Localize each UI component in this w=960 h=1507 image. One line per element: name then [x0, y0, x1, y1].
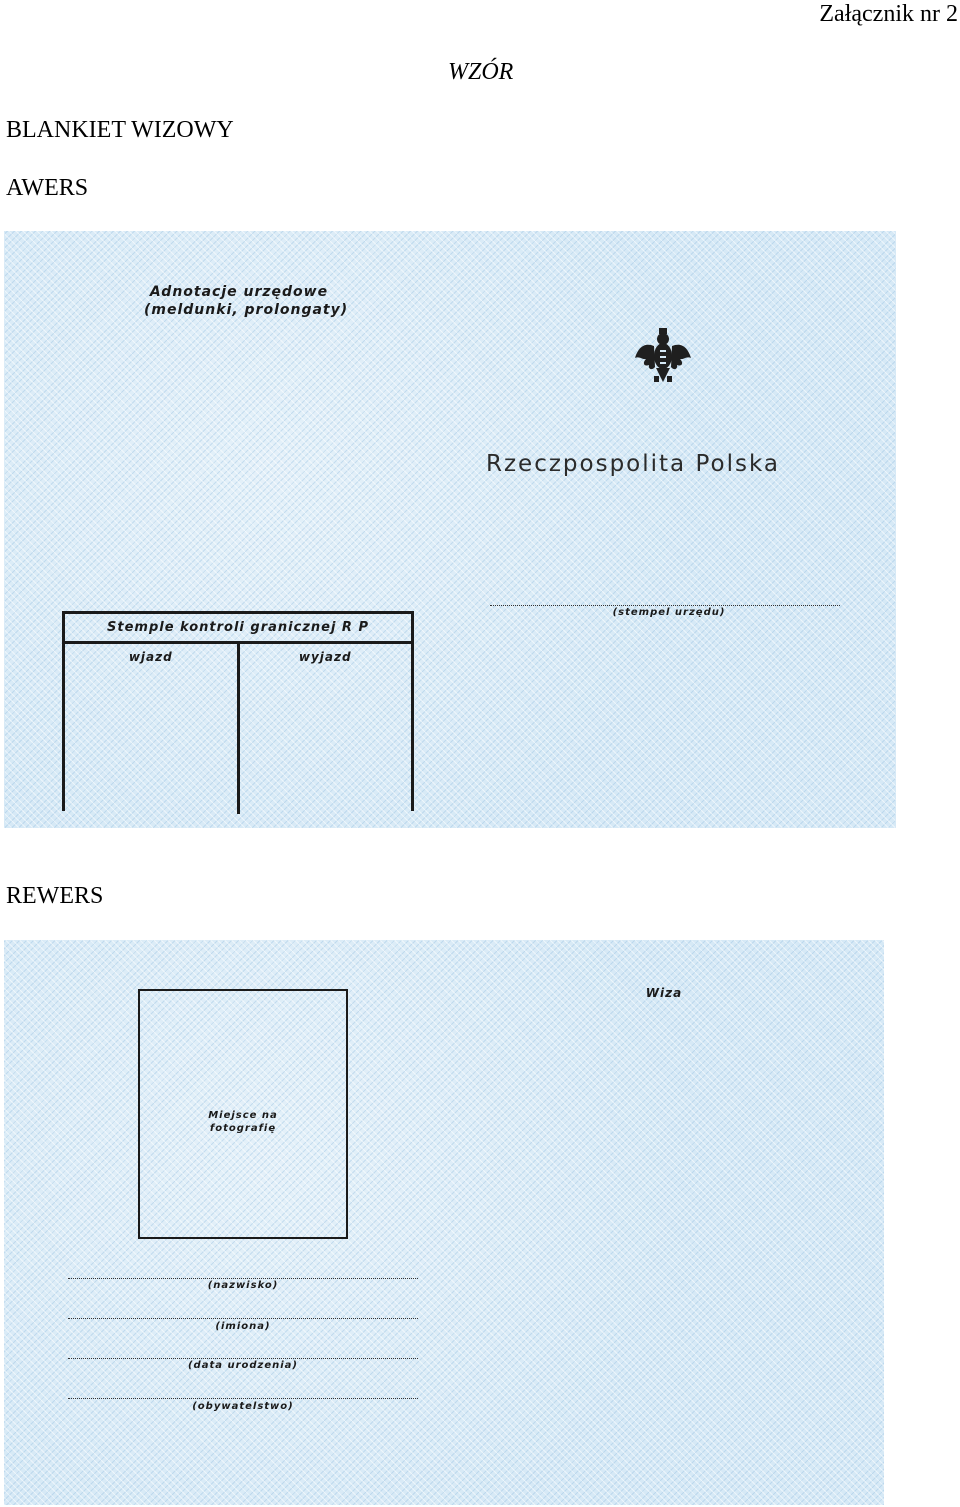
annex-number: Załącznik nr 2 — [819, 1, 958, 27]
visa-back-panel — [4, 940, 884, 1505]
annotations-title-line1: Adnotacje urzędowe — [149, 284, 329, 300]
birth-date-label: (data urodzenia) — [187, 1360, 299, 1371]
country-name: Rzeczpospolita Polska — [486, 451, 780, 477]
entry-column — [65, 644, 237, 814]
visa-label: Wiza — [645, 986, 683, 1000]
surname-line — [68, 1278, 418, 1279]
official-annotations-title — [144, 283, 349, 319]
birth-date-line — [68, 1358, 418, 1359]
polish-eagle-icon — [632, 326, 694, 388]
exit-column — [237, 644, 412, 814]
given-names-line — [68, 1318, 418, 1319]
entry-label: wjazd — [128, 650, 173, 664]
exit-label: wyjazd — [298, 650, 352, 664]
given-names-label: (imiona) — [215, 1321, 271, 1332]
back-side-label: REWERS — [6, 883, 104, 909]
photo-box — [138, 989, 348, 1239]
border-control-title: Stemple kontroli granicznej R P — [65, 614, 411, 644]
visa-front-panel — [4, 231, 896, 828]
annotations-title-line2: (meldunki, prolongaty) — [144, 302, 349, 318]
surname-label: (nazwisko) — [207, 1280, 279, 1291]
photo-placeholder-label — [140, 1109, 346, 1135]
front-side-label: AWERS — [6, 175, 89, 201]
office-stamp-label: (stempel urzędu) — [612, 607, 726, 618]
specimen-label: WZÓR — [448, 59, 514, 85]
document-title: BLANKIET WIZOWY — [6, 117, 234, 143]
photo-label-line2: fotografię — [209, 1123, 277, 1134]
border-control-stamps-table — [62, 611, 414, 811]
photo-label-line1: Miejsce na — [208, 1110, 278, 1121]
stamp-signature-line — [490, 605, 840, 606]
citizenship-line — [68, 1398, 418, 1399]
citizenship-label: (obywatelstwo) — [192, 1401, 294, 1412]
